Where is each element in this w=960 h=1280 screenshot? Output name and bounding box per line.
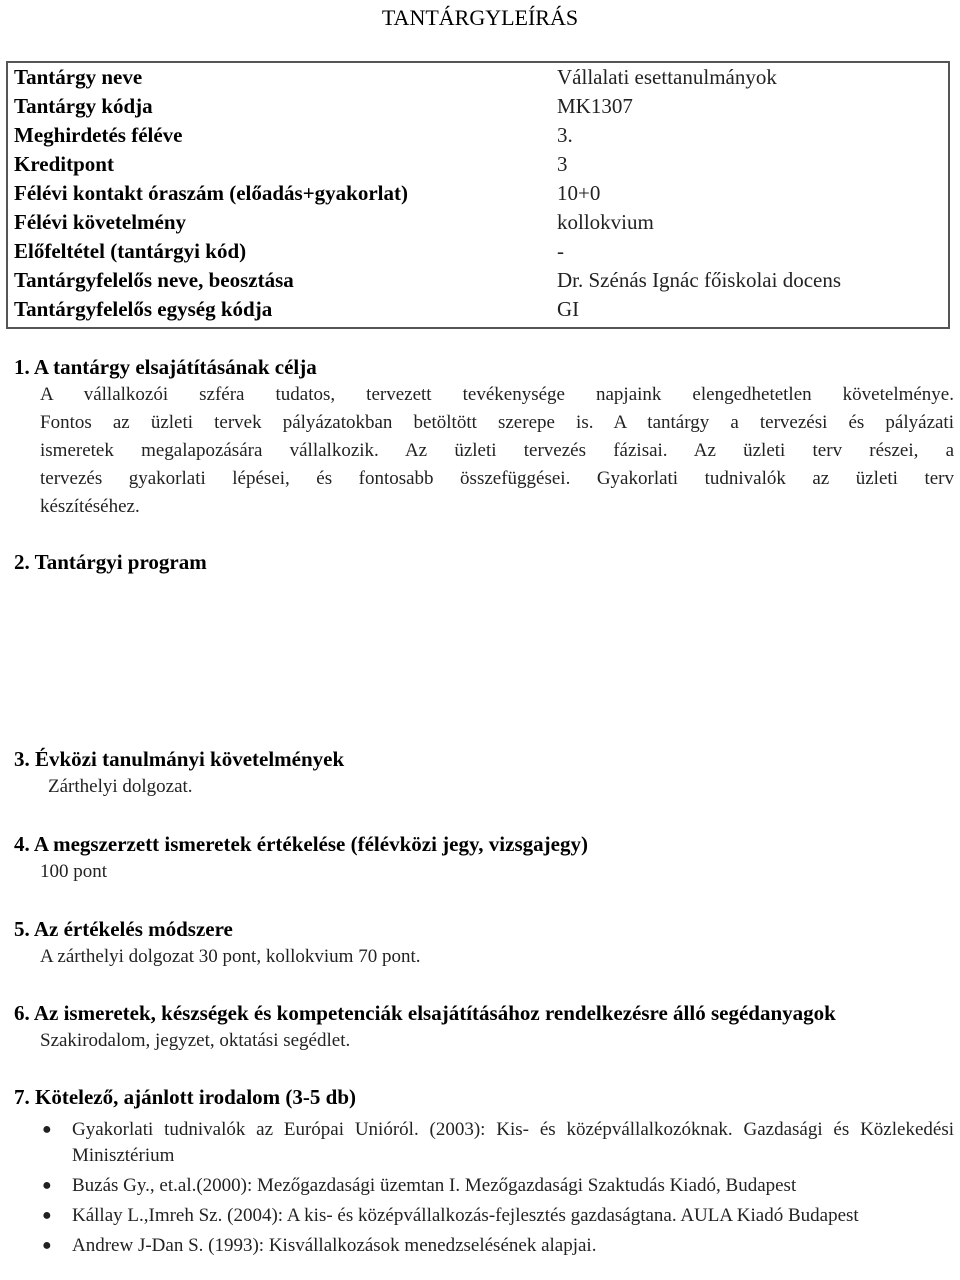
section-program: [14, 548, 954, 576]
section-body: A zárthelyi dolgozat 30 pont, kollokvium 70 pont.: [40, 946, 421, 967]
section-title: 5. Az értékelés módszere: [14, 917, 233, 941]
reference-list: [14, 1117, 954, 1259]
list-item: [14, 1203, 954, 1229]
info-label: Előfeltétel (tantárgyi kód): [14, 239, 247, 263]
list-item: [14, 1173, 954, 1199]
reference-text: Gyakorlati tudnivalók az Európai Unióról. (2003): Kis- és középvállalkozóknak. Gazdasági és Közlekedési Minisztérium: [72, 1119, 954, 1166]
bullet-icon: ●: [42, 1207, 52, 1224]
bullet-icon: ●: [42, 1121, 52, 1138]
info-row: [7, 208, 949, 237]
info-row: [7, 237, 949, 266]
section-body: Zárthelyi dolgozat.: [48, 776, 193, 797]
paragraph-line: készítéséhez.: [40, 496, 140, 517]
info-value: GI: [557, 297, 580, 321]
section-body: Szakirodalom, jegyzet, oktatási segédlet.: [40, 1030, 351, 1051]
section-method: [14, 915, 954, 971]
section-literature: [14, 1083, 954, 1263]
section-materials: [14, 999, 954, 1055]
info-value: 3: [557, 152, 568, 176]
info-row: [7, 92, 949, 121]
section-assessment: [14, 830, 954, 886]
info-value: MK1307: [557, 94, 633, 118]
info-label: Tantárgyfelelős egység kódja: [14, 297, 273, 321]
paragraph-line: tervezés gyakorlati lépései, és fontosabb összefüggései. Gyakorlati tudnivalók az üzleti terv: [40, 468, 954, 489]
info-row: [7, 150, 949, 179]
info-value: 3.: [557, 123, 573, 147]
reference-text: Kállay L.,Imreh Sz. (2004): A kis- és középvállalkozás-fejlesztés gazdaságtana. AULA Kiadó Budapest: [72, 1205, 859, 1226]
reference-text: Buzás Gy., et.al.(2000): Mezőgazdasági üzemtan I. Mezőgazdasági Szaktudás Kiadó, Budapest: [72, 1175, 797, 1196]
course-info-table: [6, 61, 950, 329]
info-row: [7, 295, 949, 328]
info-value: 10+0: [557, 181, 601, 205]
info-row: [7, 62, 949, 92]
info-row: [7, 266, 949, 295]
info-value: Vállalati esettanulmányok: [557, 65, 777, 89]
info-row: [7, 179, 949, 208]
bullet-icon: ●: [42, 1177, 52, 1194]
section-body: [14, 381, 954, 521]
section-requirements: [14, 745, 954, 801]
bullet-icon: ●: [42, 1237, 52, 1254]
list-item: [14, 1233, 954, 1259]
info-label: Félévi követelmény: [14, 210, 187, 234]
info-label: Tantárgy neve: [14, 65, 143, 89]
info-value: kollokvium: [557, 210, 654, 234]
section-body: 100 pont: [40, 861, 108, 882]
section-title: 2. Tantárgyi program: [14, 550, 207, 574]
section-title: 7. Kötelező, ajánlott irodalom (3-5 db): [14, 1085, 356, 1109]
info-label: Tantárgyfelelős neve, beosztása: [14, 268, 294, 292]
paragraph-line: A vállalkozói szféra tudatos, tervezett tevékenysége napjaink elengedhetetlen követelménye.: [40, 384, 954, 405]
info-label: Meghirdetés féléve: [14, 123, 183, 147]
list-item: [14, 1117, 954, 1169]
info-value: -: [557, 239, 564, 263]
section-title: 3. Évközi tanulmányi követelmények: [14, 747, 345, 771]
info-row: [7, 121, 949, 150]
info-label: Kreditpont: [14, 152, 114, 176]
info-label: Tantárgy kódja: [14, 94, 153, 118]
section-title: 6. Az ismeretek, készségek és kompetenciák elsajátításához rendelkezésre álló segédanyagok: [14, 1001, 836, 1025]
page-title: TANTÁRGYLEÍRÁS: [381, 5, 579, 30]
section-goal: [14, 353, 954, 521]
paragraph-line: Fontos az üzleti tervek pályázatokban betöltött szerepe is. A tantárgy a tervezési és pályázati: [40, 412, 954, 433]
info-label: Félévi kontakt óraszám (előadás+gyakorlat): [14, 181, 409, 205]
info-value: Dr. Szénás Ignác főiskolai docens: [557, 268, 842, 292]
section-title: 1. A tantárgy elsajátításának célja: [14, 355, 317, 379]
paragraph-line: ismeretek megalapozására vállalkozik. Az üzleti tervezés fázisai. Az üzleti terv részei, a: [40, 440, 954, 461]
section-title: 4. A megszerzett ismeretek értékelése (félévközi jegy, vizsgajegy): [14, 832, 588, 856]
reference-text: Andrew J-Dan S. (1993): Kisvállalkozások menedzselésének alapjai.: [72, 1235, 597, 1256]
